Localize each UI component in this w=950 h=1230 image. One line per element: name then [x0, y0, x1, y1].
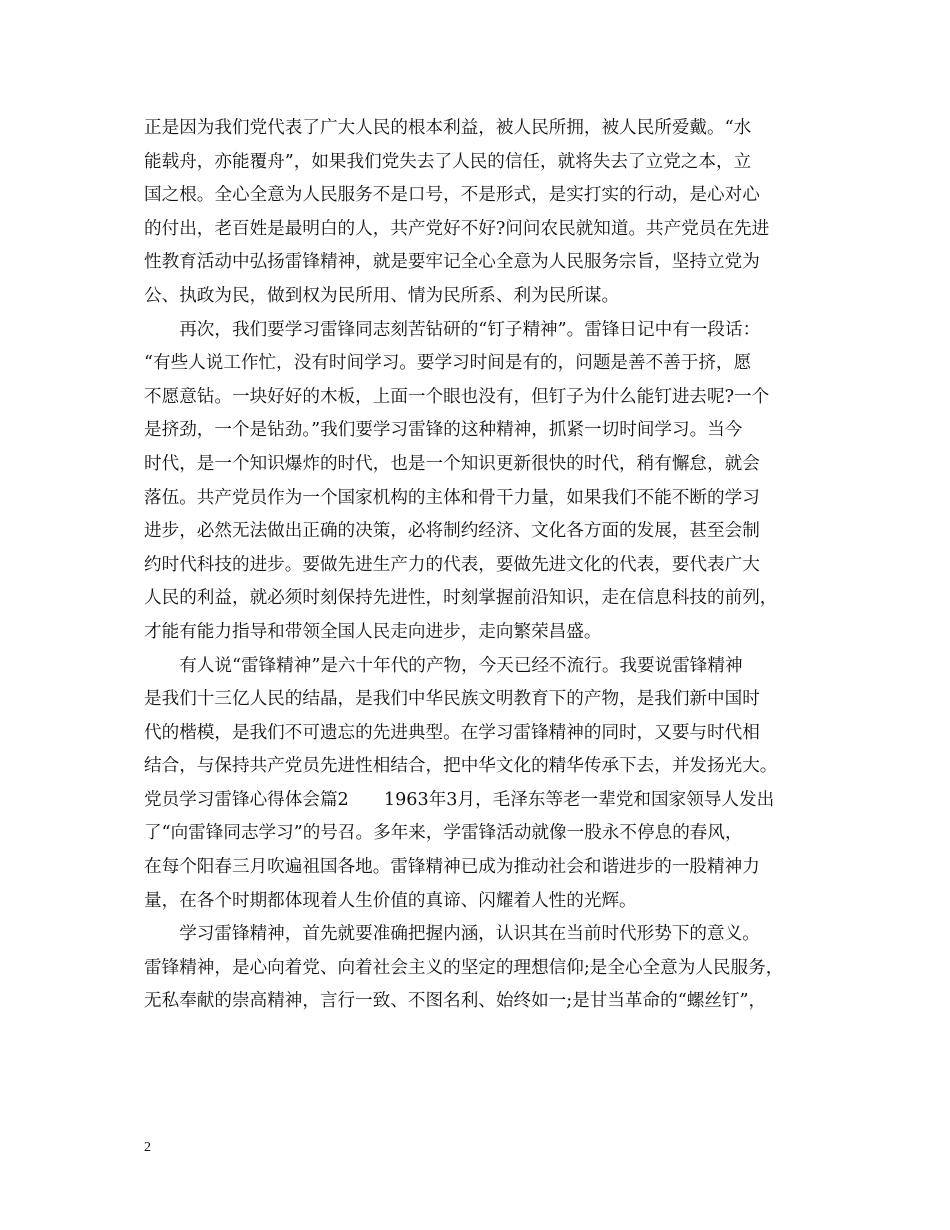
text-line: 人民的利益，就必须时刻保持先进性，时刻掌握前沿知识，走在信息科技的前列，	[144, 588, 778, 609]
text-line: “有些人说工作忙，没有时间学习。要学习时间是有的，问题是善不善于挤，愿	[144, 353, 752, 374]
text-line: 落伍。共产党员作为一个国家机构的主体和骨干力量，如果我们不能不断的学习	[144, 487, 760, 508]
text-line: 国之根。全心全意为人民服务不是口号，不是形式，是实打实的行动，是心对心	[144, 185, 760, 206]
text-line: 了“向雷锋同志学习”的号召。多年来，学雷锋活动就像一股永不停息的春风，	[144, 823, 743, 844]
text-line: 时代，是一个知识爆炸的时代，也是一个知识更新很快的时代，稍有懈怠，就会	[144, 453, 760, 474]
text-line: 公、执政为民，做到权为民所用、情为民所系、利为民所谋。	[144, 285, 620, 306]
page-number: 2	[144, 1140, 151, 1155]
text-line: 是挤劲，一个是钻劲。”我们要学习雷锋的这种精神，抓紧一切时间学习。当今	[144, 420, 743, 441]
text-line: 是我们十三亿人民的结晶，是我们中华民族文明教育下的产物，是我们新中国时	[144, 689, 760, 710]
text-line: 有人说“雷锋精神”是六十年代的产物，今天已经不流行。我要说雷锋精神	[144, 655, 743, 676]
text-line: 性教育活动中弘扬雷锋精神，就是要牢记全心全意为人民服务宗旨，坚持立党为	[144, 252, 760, 273]
text-line: 能载舟，亦能覆舟”，如果我们党失去了人民的信任，就将失去了立党之本，立	[144, 151, 752, 172]
text-line: 雷锋精神，是心向着党、向着社会主义的坚定的理想信仰;是全心全意为人民服务，	[144, 957, 784, 978]
text-line: 正是因为我们党代表了广大人民的根本利益，被人民所拥，被人民所爱戴。“水	[144, 118, 752, 138]
text-line: 学习雷锋精神，首先就要准确把握内涵，认识其在当前时代形势下的意义。	[144, 924, 760, 945]
text-line: 的付出，老百姓是最明白的人，共产党好不好?问问农民就知道。共产党员在先进	[144, 218, 770, 239]
text-line: 进步，必然无法做出正确的决策，必将制约经济、文化各方面的发展，甚至会制	[144, 521, 760, 542]
text-line: 在每个阳春三月吹遍祖国各地。雷锋精神已成为推动社会和谐进步的一股精神力	[144, 857, 760, 878]
text-line: 党员学习雷锋心得体会篇2 1963年3月，毛泽东等老一辈党和国家领导人发出	[144, 789, 775, 810]
text-line: 才能有能力指导和带领全国人民走向进步，走向繁荣昌盛。	[144, 621, 602, 642]
text-line: 无私奉献的崇高精神，言行一致、不图名利、始终如一;是甘当革命的“螺丝钉”，	[144, 991, 767, 1012]
text-line: 再次，我们要学习雷锋同志刻苦钻研的“钉子精神”。雷锋日记中有一段话：	[144, 319, 761, 340]
text-line: 量，在各个时期都体现着人生价值的真谛、闪耀着人性的光辉。	[144, 890, 637, 911]
text-line: 结合，与保持共产党员先进性相结合，把中华文化的精华传承下去，并发扬光大。	[144, 756, 778, 777]
text-line: 不愿意钻。一块好好的木板，上面一个眼也没有，但钉子为什么能钉进去呢?一个	[144, 386, 770, 407]
text-line: 代的楷模，是我们不可遗忘的先进典型。在学习雷锋精神的同时，又要与时代相	[144, 722, 760, 743]
text-line: 约时代科技的进步。要做先进生产力的代表，要做先进文化的代表，要代表广大	[144, 554, 760, 575]
body-text	[144, 112, 816, 1019]
